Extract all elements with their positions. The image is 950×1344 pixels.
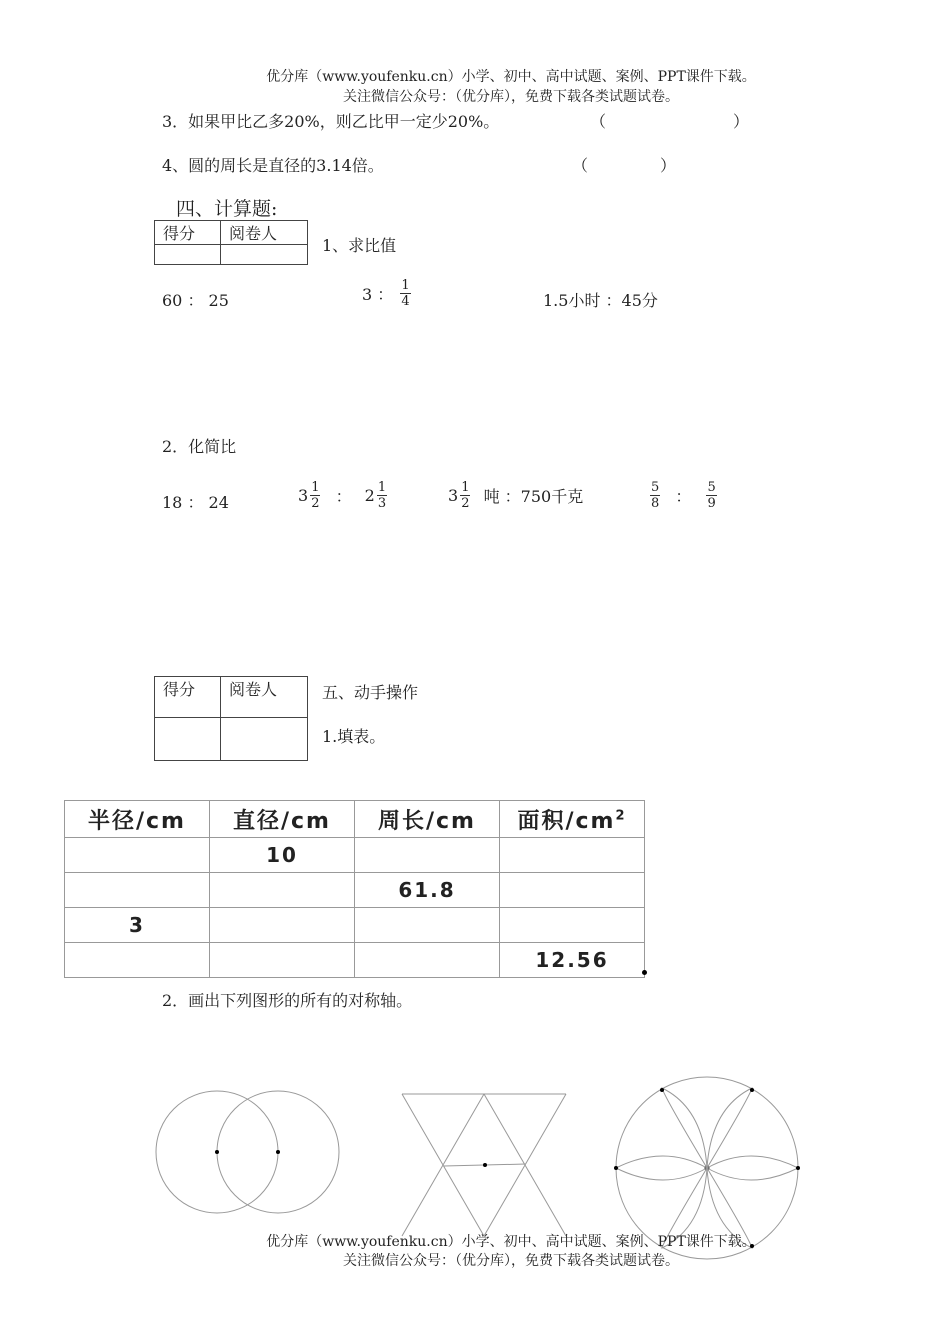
fraction-denominator: 8: [651, 496, 660, 511]
ratio-separator: ：: [675, 487, 692, 506]
vertex-dot: [796, 1166, 800, 1170]
mixed-whole: 3: [298, 486, 309, 505]
table-cell[interactable]: [65, 943, 210, 978]
circle-fill-table: [64, 800, 645, 978]
fraction: [377, 480, 387, 511]
score-box-5: [154, 676, 308, 761]
vertex-dot: [614, 1166, 618, 1170]
vertex-dot: [750, 1088, 754, 1092]
simplify-2c-rest: 吨 ：750千克: [483, 487, 584, 506]
table-row: [65, 873, 645, 908]
table-header-row: [65, 801, 645, 838]
superscript-2: 2: [615, 808, 627, 824]
table-cell[interactable]: [500, 873, 645, 908]
mixed-whole: 2: [364, 486, 375, 505]
header-area: [500, 801, 645, 838]
fraction: [650, 480, 660, 511]
fraction-denominator: 3: [377, 496, 387, 511]
table-cell[interactable]: 3: [65, 908, 210, 943]
right-center-dot: [276, 1150, 280, 1154]
fraction: [400, 278, 410, 309]
fraction-numerator: 5: [707, 480, 716, 495]
header-diameter: 直径/cm: [210, 801, 355, 838]
score-label: 得分: [155, 677, 221, 718]
table-row: [65, 908, 645, 943]
judge-question-4: 4、圆的周长是直径的3.14倍。: [162, 156, 384, 175]
fraction-numerator: 1: [377, 480, 387, 495]
fraction-numerator: 1: [311, 480, 320, 495]
header-area-label: 面积/cm: [517, 808, 616, 834]
score-box-4: [154, 220, 308, 265]
reviewer-label: 阅卷人: [221, 221, 308, 245]
petal: [616, 1156, 707, 1180]
flower-petals: [616, 1088, 798, 1248]
fraction-denominator: 2: [311, 496, 320, 511]
section-4-title: 四、计算题:: [176, 198, 278, 220]
simplify-problem-2b: [298, 480, 389, 511]
answer-paren-close-3: ）: [733, 112, 750, 131]
simplify-problem-2c: [448, 480, 583, 511]
part-2-symmetry-title: 2．画出下列图形的所有的对称轴。: [162, 991, 413, 1010]
fraction-numerator: 5: [651, 480, 660, 495]
score-cell[interactable]: [155, 718, 221, 761]
ratio-problem-1b: [362, 278, 413, 309]
table-cell[interactable]: [355, 838, 500, 873]
table-cell[interactable]: [500, 908, 645, 943]
reviewer-cell[interactable]: [221, 245, 308, 265]
table-cell[interactable]: [355, 908, 500, 943]
part-2-title: 2．化简比: [162, 437, 237, 456]
table-row: [65, 943, 645, 978]
table-row: [65, 838, 645, 873]
fraction-denominator: 2: [461, 496, 470, 511]
ratio-1b-whole: 3 ：: [362, 285, 394, 304]
simplify-problem-2d: [648, 480, 719, 511]
table-cell[interactable]: [210, 908, 355, 943]
table-cell[interactable]: [65, 838, 210, 873]
ratio-problem-1c: 1.5小时 ：45分: [543, 291, 658, 310]
table-cell[interactable]: 10: [210, 838, 355, 873]
table-cell[interactable]: 61.8: [355, 873, 500, 908]
reviewer-cell[interactable]: [221, 718, 308, 761]
answer-paren-open-3: （: [590, 112, 607, 131]
footer-line-2: 关注微信公众号：（优分库），免费下载各类试题试卷。: [343, 1253, 679, 1269]
fraction-denominator: 9: [707, 496, 716, 511]
ratio-separator: ：: [335, 487, 352, 506]
score-cell[interactable]: [155, 245, 221, 265]
fraction-numerator: 1: [461, 480, 470, 495]
triangles-figure: [396, 1088, 576, 1238]
petal: [707, 1156, 798, 1180]
header-radius: 半径/cm: [65, 801, 210, 838]
fraction-numerator: 1: [401, 278, 410, 293]
footer-line-1: 优分库（www.youfenku.cn）小学、初中、高中试题、案例、PPT课件下载。: [266, 1234, 756, 1250]
header-circumference: 周长/cm: [355, 801, 500, 838]
judge-question-3: 3．如果甲比乙多20%，则乙比甲一定少20%。: [162, 112, 500, 131]
table-corner-dot: [642, 970, 647, 975]
vertex-dot: [660, 1088, 664, 1092]
score-label: 得分: [155, 221, 221, 245]
answer-paren-close-4: ）: [660, 156, 677, 175]
fraction: [706, 480, 716, 511]
ratio-problem-1a: 60 ： 25: [162, 291, 229, 310]
section-5-title: 五、动手操作: [322, 683, 419, 702]
part-1-title: 1、求比值: [322, 236, 397, 255]
center-dot: [483, 1163, 487, 1167]
table-cell[interactable]: [500, 838, 645, 873]
reviewer-label: 阅卷人: [221, 677, 308, 718]
table-cell[interactable]: [210, 873, 355, 908]
table-cell[interactable]: [65, 873, 210, 908]
left-center-dot: [215, 1150, 219, 1154]
header-line-1: 优分库（www.youfenku.cn）小学、初中、高中试题、案例、PPT课件下载。: [266, 69, 756, 85]
fraction-denominator: 4: [401, 294, 410, 309]
table-cell[interactable]: 12.56: [500, 943, 645, 978]
fraction: [310, 480, 320, 511]
table-cell[interactable]: [210, 943, 355, 978]
simplify-problem-2a: 18 ： 24: [162, 493, 229, 512]
answer-paren-open-4: （: [572, 156, 589, 175]
two-circles-figure: [150, 1070, 350, 1220]
mixed-whole: 3: [448, 486, 459, 505]
part-1-fill-table-title: 1.填表。: [322, 727, 386, 746]
table-cell[interactable]: [355, 943, 500, 978]
fraction: [460, 480, 470, 511]
header-line-2: 关注微信公众号：（优分库），免费下载各类试题试卷。: [343, 89, 679, 105]
